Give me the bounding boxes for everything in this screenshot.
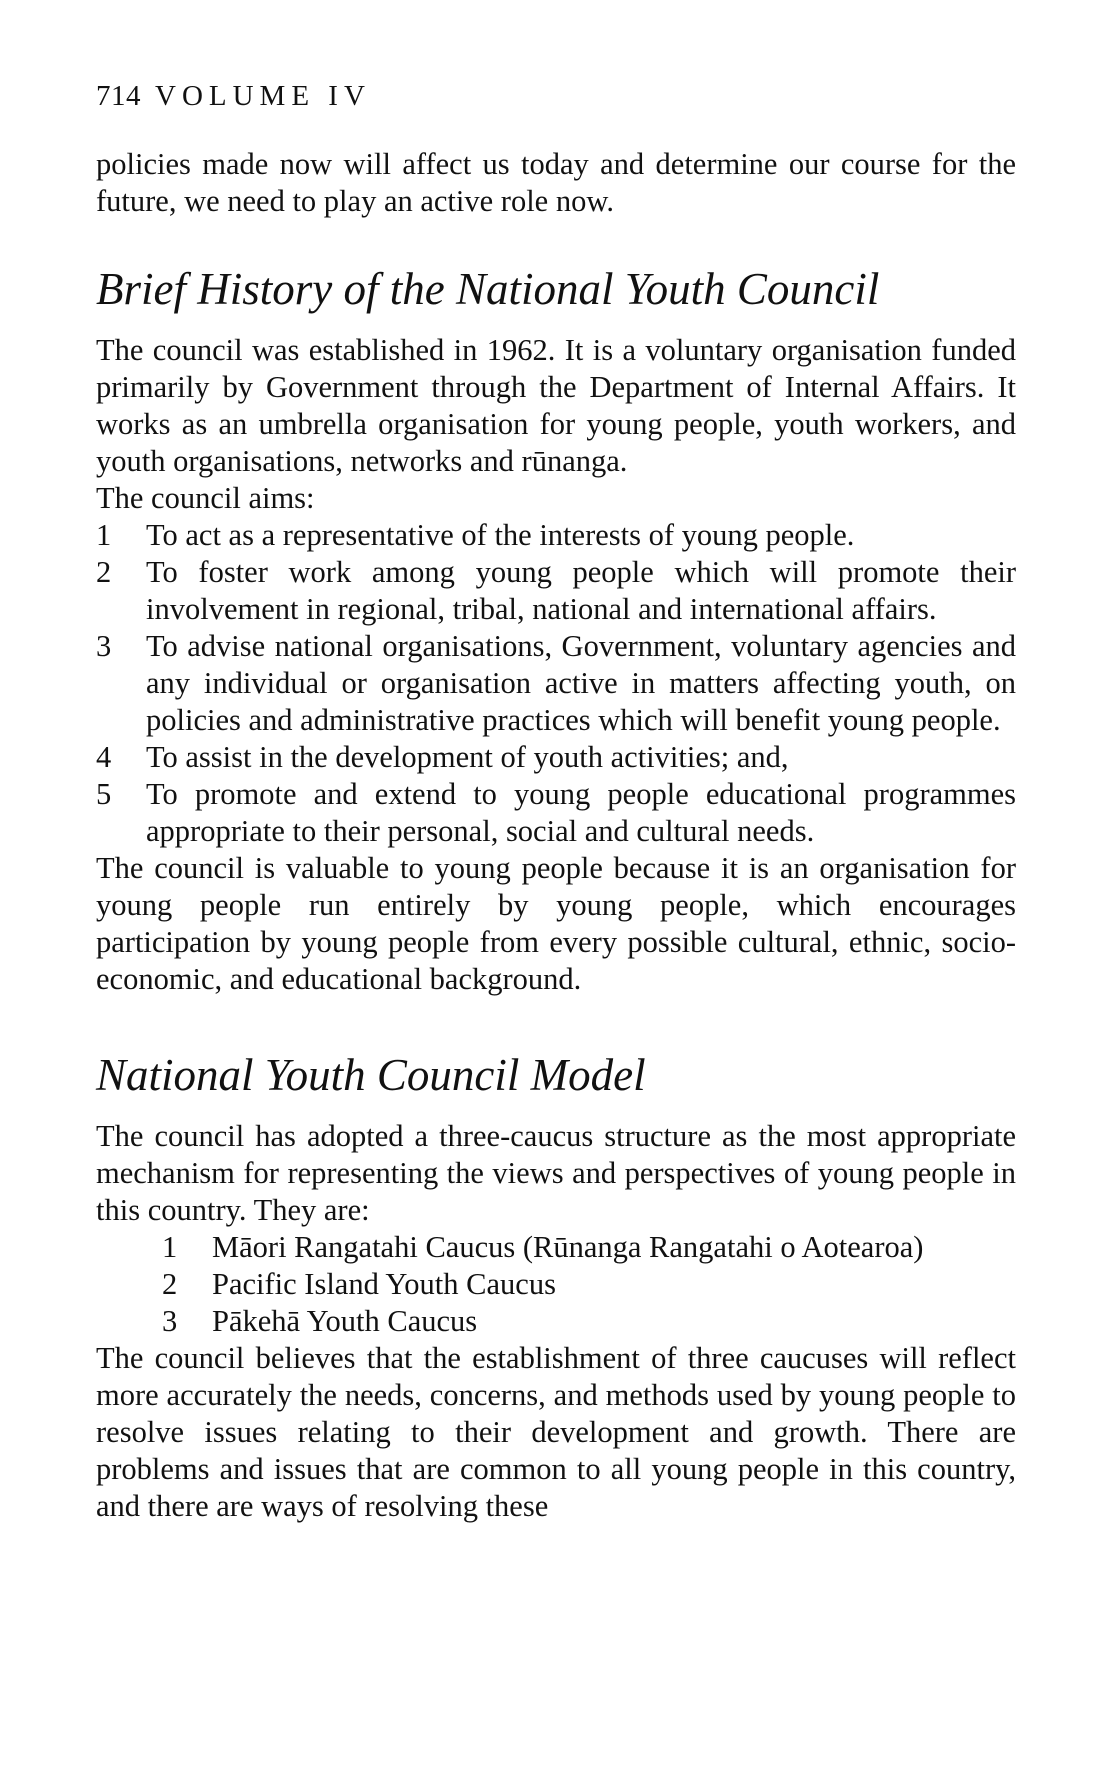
- aims-list-item: [96, 776, 1016, 850]
- caucus-text: Pacific Island Youth Caucus: [212, 1267, 556, 1301]
- aims-intro: The council aims:: [96, 481, 315, 515]
- page-number: 714: [96, 80, 141, 112]
- model-paragraph-2: The council believes that the establishment of three caucuses will reflect more accurately the needs, concerns, and methods used by young people to resolve issues relating to their development and growth. There are problems and issues that are common to all young people in this country, and there are ways of resolving these: [96, 1341, 1016, 1523]
- caucus-number: 2: [162, 1267, 178, 1301]
- aims-list: [96, 517, 1016, 850]
- caucus-number: 3: [162, 1304, 178, 1338]
- history-heading: Brief History of the National Youth Council: [96, 264, 880, 314]
- aim-number: 4: [96, 740, 112, 774]
- aim-number: 3: [96, 629, 112, 663]
- intro-paragraph: policies made now will affect us today and determine our course for the future, we need to play an active role now.: [96, 147, 1016, 218]
- history-paragraph-2: The council is valuable to young people because it is an organisation for young people run entirely by young people, which encourages participation by young people from every possible cultural, ethnic, socio-economic, and educational background.: [96, 851, 1016, 996]
- running-head: [96, 78, 1016, 115]
- aims-list-item: [96, 554, 1016, 628]
- aim-text: To foster work among young people which will promote their involvement in regional, tribal, national and international affairs.: [146, 555, 1016, 626]
- volume-label: VOLUME IV: [155, 80, 371, 112]
- aims-list-item: [96, 628, 1016, 739]
- aim-number: 1: [96, 518, 112, 552]
- caucus-number: 1: [162, 1230, 178, 1264]
- caucus-list-item: [96, 1303, 1016, 1340]
- model-paragraph-1: The council has adopted a three-caucus structure as the most appropriate mechanism for representing the views and perspectives of young people in this country. They are:: [96, 1119, 1016, 1227]
- model-heading: National Youth Council Model: [96, 1050, 646, 1100]
- book-page: [96, 78, 1016, 1525]
- caucus-list-item: [96, 1266, 1016, 1303]
- caucus-text: Māori Rangatahi Caucus (Rūnanga Rangatahi o Aotearoa): [212, 1230, 924, 1264]
- caucus-text: Pākehā Youth Caucus: [212, 1304, 478, 1338]
- aim-number: 2: [96, 555, 112, 589]
- aims-list-item: [96, 739, 1016, 776]
- aim-text: To advise national organisations, Government, voluntary agencies and any individual or organisation active in matters affecting youth, on policies and administrative practices which will benefit young people.: [146, 629, 1016, 737]
- caucus-list-item: [96, 1229, 1016, 1266]
- aim-number: 5: [96, 777, 112, 811]
- history-paragraph-1: The council was established in 1962. It is a voluntary organisation funded primarily by Government through the Department of Internal Affairs. It works as an umbrella organisation for young people, youth workers, and youth organisations, networks and rūnanga.: [96, 333, 1016, 478]
- aim-text: To assist in the development of youth activities; and,: [146, 740, 789, 774]
- aim-text: To promote and extend to young people educational programmes appropriate to their personal, social and cultural needs.: [146, 777, 1016, 848]
- aims-list-item: [96, 517, 1016, 554]
- aim-text: To act as a representative of the interests of young people.: [146, 518, 855, 552]
- caucus-list: [96, 1229, 1016, 1340]
